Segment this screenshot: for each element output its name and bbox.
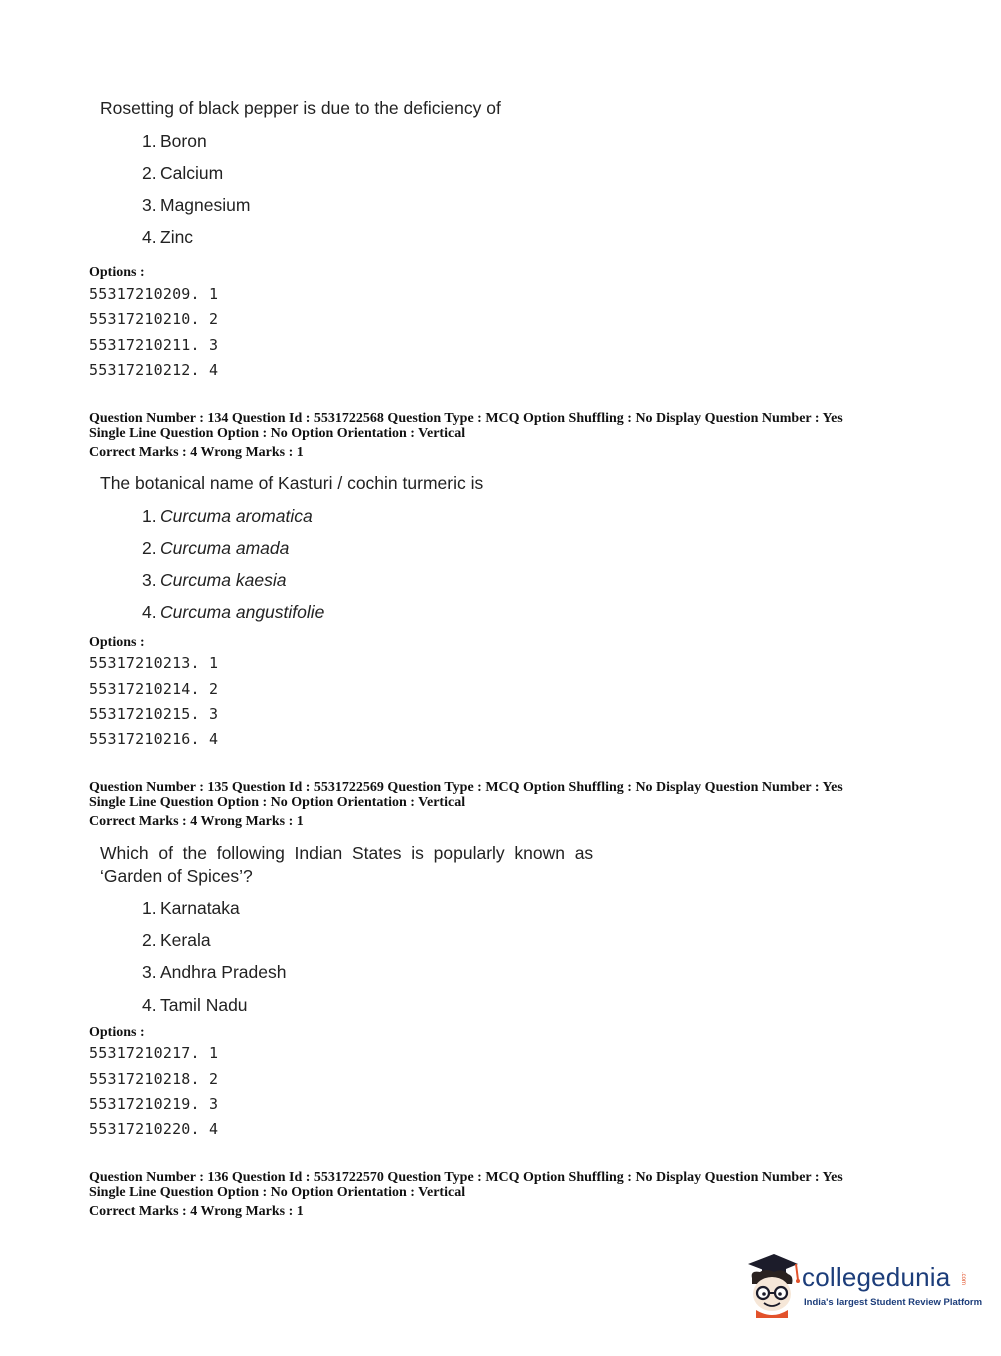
option-id: 55317210215. 3 bbox=[89, 705, 219, 723]
logo-wordmark: collegedunia bbox=[802, 1262, 951, 1292]
options-label: Options : bbox=[89, 1025, 145, 1040]
choice-item: 2. Kerala bbox=[142, 930, 211, 950]
question-marks: Correct Marks : 4 Wrong Marks : 1 bbox=[89, 814, 304, 829]
logo-tagline: India's largest Student Review Platform bbox=[804, 1297, 983, 1308]
question-meta: Question Number : 136 Question Id : 5531722570 Question Type : MCQ Option Shuffling : No Display Question Number : Yes bbox=[89, 1170, 843, 1185]
logo-tld: .com bbox=[960, 1272, 966, 1286]
option-id: 55317210218. 2 bbox=[89, 1070, 219, 1088]
choice-item: 1. Curcuma aromatica bbox=[142, 506, 313, 526]
choice-item: 3. Curcuma kaesia bbox=[142, 570, 287, 590]
choice-item: 2. Calcium bbox=[142, 163, 224, 183]
choice-item: 2. Curcuma amada bbox=[142, 538, 290, 558]
option-id: 55317210210. 2 bbox=[89, 310, 219, 328]
question-text: ‘Garden of Spices’? bbox=[100, 866, 253, 886]
choice-item: 3. Andhra Pradesh bbox=[142, 962, 287, 982]
choice-item: 3. Magnesium bbox=[142, 195, 251, 215]
choice-item: 4. Zinc bbox=[142, 227, 194, 247]
option-id: 55317210213. 1 bbox=[89, 654, 219, 672]
option-id: 55317210216. 4 bbox=[89, 730, 219, 748]
collegedunia-logo bbox=[742, 1250, 983, 1320]
option-id: 55317210217. 1 bbox=[89, 1044, 219, 1062]
question-text: The botanical name of Kasturi / cochin turmeric is bbox=[100, 473, 484, 493]
question-meta: Single Line Question Option : No Option Orientation : Vertical bbox=[89, 1185, 466, 1200]
choice-item: 1. Boron bbox=[142, 131, 207, 151]
options-label: Options : bbox=[89, 265, 145, 280]
question-meta: Question Number : 134 Question Id : 5531722568 Question Type : MCQ Option Shuffling : No Display Question Number : Yes bbox=[89, 411, 843, 426]
option-id: 55317210214. 2 bbox=[89, 680, 219, 698]
question-text: Which of the following Indian States is popularly known as bbox=[100, 843, 594, 863]
question-text: Rosetting of black pepper is due to the deficiency of bbox=[100, 98, 501, 118]
question-meta: Question Number : 135 Question Id : 5531722569 Question Type : MCQ Option Shuffling : No Display Question Number : Yes bbox=[89, 780, 843, 795]
question-marks: Correct Marks : 4 Wrong Marks : 1 bbox=[89, 1204, 304, 1219]
option-id: 55317210211. 3 bbox=[89, 336, 219, 354]
mascot-icon bbox=[742, 1250, 802, 1318]
option-id: 55317210209. 1 bbox=[89, 285, 219, 303]
question-marks: Correct Marks : 4 Wrong Marks : 1 bbox=[89, 445, 304, 460]
choice-item: 4. Curcuma angustifolie bbox=[142, 602, 325, 622]
options-label: Options : bbox=[89, 635, 145, 650]
option-id: 55317210219. 3 bbox=[89, 1095, 219, 1113]
choice-item: 4. Tamil Nadu bbox=[142, 995, 248, 1015]
option-id: 55317210212. 4 bbox=[89, 361, 219, 379]
question-meta: Single Line Question Option : No Option Orientation : Vertical bbox=[89, 795, 466, 810]
choice-item: 1. Karnataka bbox=[142, 898, 240, 918]
option-id: 55317210220. 4 bbox=[89, 1120, 219, 1138]
question-meta: Single Line Question Option : No Option Orientation : Vertical bbox=[89, 426, 466, 441]
